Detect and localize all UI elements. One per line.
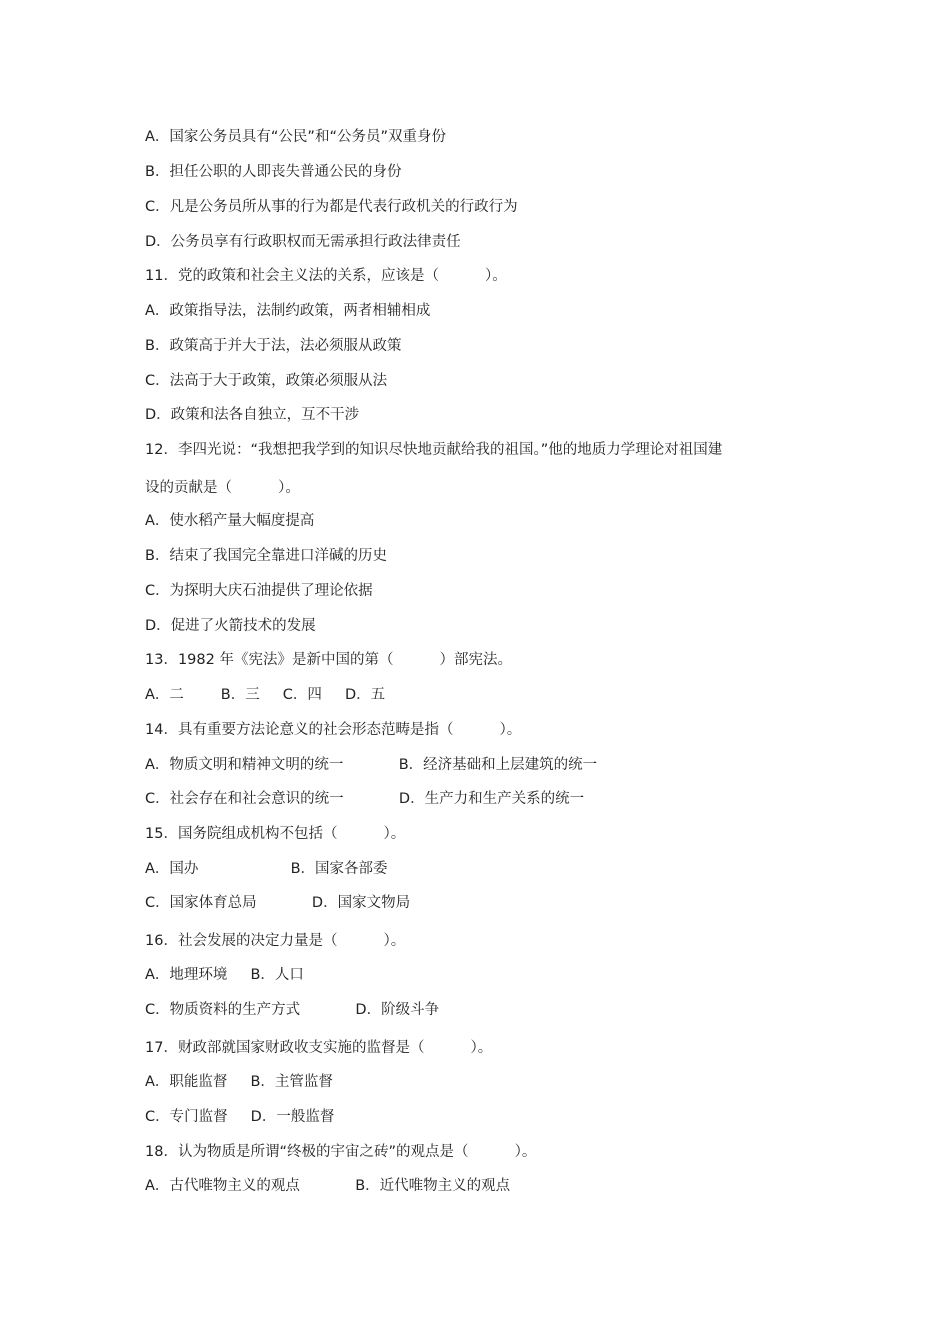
option-line: B．结束了我国完全靠进口洋碱的历史 (145, 548, 387, 564)
option-line: C．社会存在和社会意识的统一 D．生产力和生产关系的统一 (145, 791, 585, 807)
option-line: C．专门监督 D．一般监督 (145, 1109, 335, 1125)
option-line: A．使水稻产量大幅度提高 (145, 513, 315, 529)
question-14: 14．具有重要方法论意义的社会形态范畴是指（ ）。 (145, 722, 522, 738)
option-line: A．职能监督 B．主管监督 (145, 1074, 333, 1090)
question-12: 12．李四光说：“我想把我学到的知识尽快地贡献给我的祖国。”他的地质力学理论对祖国建 (145, 442, 723, 458)
question-11: 11．党的政策和社会主义法的关系，应该是（ ）。 (145, 268, 507, 284)
option-line: A．国办 B．国家各部委 (145, 861, 388, 877)
option-line: D．政策和法各自独立，互不干涉 (145, 407, 360, 423)
option-line: C．凡是公务员所从事的行为都是代表行政机关的行政行为 (145, 199, 518, 215)
option-line: A．地理环境 B．人口 (145, 967, 304, 983)
question-16: 16．社会发展的决定力量是（ ）。 (145, 933, 406, 949)
option-line: A．古代唯物主义的观点 B．近代唯物主义的观点 (145, 1178, 511, 1194)
option-line: A．国家公务员具有“公民”和“公务员”双重身份 (145, 129, 446, 145)
question-12-continued: 设的贡献是（ ）。 (145, 480, 300, 496)
option-line: A．政策指导法，法制约政策，两者相辅相成 (145, 303, 431, 319)
option-line: A．物质文明和精神文明的统一 B．经济基础和上层建筑的统一 (145, 757, 598, 773)
option-line: C．物质资料的生产方式 D．阶级斗争 (145, 1002, 440, 1018)
question-18: 18．认为物质是所谓“终极的宇宙之砖”的观点是（ ）。 (145, 1144, 537, 1160)
option-line: B．政策高于并大于法，法必须服从政策 (145, 338, 402, 354)
option-line: C．国家体育总局 D．国家文物局 (145, 895, 411, 911)
question-13: 13．1982 年《宪法》是新中国的第（ ）部宪法。 (145, 652, 513, 668)
option-line: A．二 B．三 C．四 D．五 (145, 687, 386, 703)
option-line: B．担任公职的人即丧失普通公民的身份 (145, 164, 402, 180)
question-15: 15．国务院组成机构不包括（ ）。 (145, 826, 406, 842)
question-17: 17．财政部就国家财政收支实施的监督是（ ）。 (145, 1040, 493, 1056)
option-line: D．促进了火箭技术的发展 (145, 618, 316, 634)
option-line: C．法高于大于政策，政策必须服从法 (145, 373, 388, 389)
option-line: D．公务员享有行政职权而无需承担行政法律责任 (145, 234, 461, 250)
option-line: C．为探明大庆石油提供了理论依据 (145, 583, 373, 599)
